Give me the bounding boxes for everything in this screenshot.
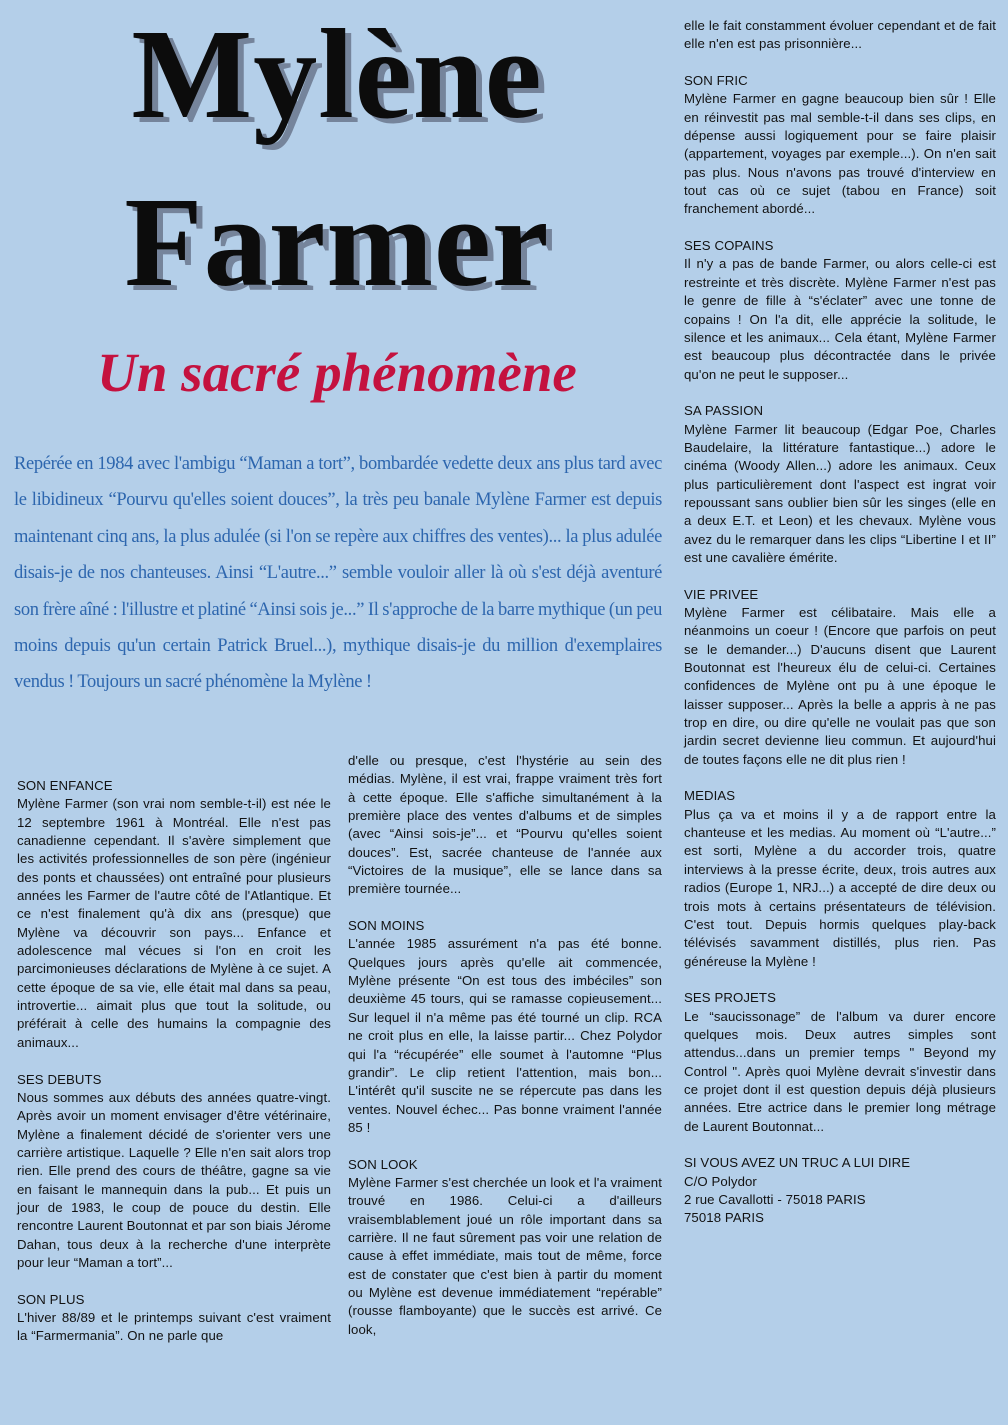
section-text: Mylène Farmer (son vrai nom semble-t-il) est née le 12 septembre 1961 à Montréal. Elle n'est pas canadienne cependant. Il s'avère simplement que les activités professionnelles de son père (ingénieur des ponts et chaussées) ont entraîné pour plusieurs années les Farmer de l'autre côté de l'Atlantique. Et ce n'est finalement qu'à dix ans (presque) que Mylène va découvrir son pays... Enfance et adolescence mal vécues si l'on en croit les parcimonieuses déclarations de Mylène à ce sujet. A cette époque de sa vie, elle était mal dans sa peau, introvertie... aimait plus que tout la solitude, ou préférait à celle des humains la compagnie des animaux... bbox=[17, 796, 331, 1050]
section-text: Plus ça va et moins il y a de rapport entre la chanteuse et les medias. Au moment où “L'autre...” est sorti, Mylène a du accorder trois, quatre interviews à la presse écrite, deux, trois autres aux radios (Europe 1, NRJ...) a accepté de dire deux ou trois mots à certains présentateurs de télévision. C'est tout. Depuis hormis quelques play-back télévisés savamment distillés, plus rien. Pas généreuse la Mylène ! bbox=[684, 806, 996, 969]
section-heading: SI VOUS AVEZ UN TRUC A LUI DIRE bbox=[684, 1155, 911, 1171]
section-heading: SES PROJETS bbox=[684, 990, 776, 1006]
title-line-1: Mylène bbox=[131, 3, 543, 145]
section-text: Nous sommes aux débuts des années quatre-vingt. Après avoir un moment envisager d'être vétérinaire, Mylène a finalement décidé de s'orienter vers une carrière artistique. Laquelle ? Elle n'en sait alors trop rien. Elle prend des cours de théâtre, gagne sa vie en faisant le mannequin dans la pub... Et puis un jour de 1983, le coup de pouce du destin. Elle rencontre Laurent Boutonnat et par son biais Jérome Dahan, tous deux à la recherche d'une interprète pour leur “Maman a tort”... bbox=[17, 1089, 331, 1270]
section-heading: VIE PRIVEE bbox=[684, 586, 759, 602]
address-line: 75018 PARIS bbox=[684, 1210, 765, 1226]
section-heading: SA PASSION bbox=[684, 403, 764, 419]
section-text: L'année 1985 assurément n'a pas été bonne. Quelques jours après qu'elle ait commencée, Mylène présente “On est tous des imbéciles” son deuxième 45 tours, qui se ramasse copieusement... Sur lequel il n'a même pas été tourné un clip. RCA ne croit plus en elle, la laisse partir... Chez Polydor qui l'a “récupérée” elle soumet à l'automne “Plus grandir”. Le clip retient l'attention, mais bon... L'intérêt qu'il suscite ne se répercute pas dans les ventes. Nouvel échec... Pas bonne vraiment l'année 85 ! bbox=[348, 936, 662, 1135]
section-text: Mylène Farmer s'est cherchée un look et l'a vraiment trouvé en 1986. Celui-ci a d'ailleurs vraisemblablement joué un rôle important dans sa carrière. Il ne faut sûrement pas voir une relation de cause à effet immédiate, mais tout de même, force est de constater que c'est bien à partir du moment ou Mylène est devenue immédiatement “repérable” (rousse flamboyante) que le succès est arrivé. Ce look, bbox=[348, 1174, 662, 1337]
section-text: Mylène Farmer lit beaucoup (Edgar Poe, Charles Baudelaire, la littérature fantastique...) adore le cinéma (Woody Allen...) adore les animaux. Ceux plus particulièrement dont l'aspect est ingrat voir repoussant sans oublier bien sûr les singes (elle en a deux E.T. et Leon) et les chevaux. Mylène vous avez du le remarquer dans les clips “Libertine I et II” est une cavalière émérite. bbox=[684, 421, 996, 565]
section-heading: MEDIAS bbox=[684, 788, 736, 804]
section-ses-copains bbox=[684, 237, 996, 384]
section-vie-privee bbox=[684, 586, 996, 769]
intro-paragraph: Repérée en 1984 avec l'ambigu “Maman a tort”, bombardée vedette deux ans plus tard avec le libidineux “Pourvu qu'elles soient douces”, la très peu banale Mylène Farmer est depuis maintenant cinq ans, la plus adulée (si l'on se repère aux chiffres des ventes)... la plus adulée disais-je de nos chanteuses. Ainsi “L'autre...” semble vouloir aller là où s'est déjà aventuré son frère aîné : l'illustre et platiné “Ainsi sois je...” Il s'approche de la barre mythique (un peu moins depuis qu'un certain Patrick Bruel...), mythique disais-je du million d'exemplaires vendus ! Toujours un sacré phénomène la Mylène ! bbox=[14, 454, 662, 693]
section-heading: SES COPAINS bbox=[684, 238, 774, 254]
section-medias bbox=[684, 787, 996, 970]
section-son-plus-continued bbox=[348, 752, 662, 899]
section-text: d'elle ou presque, c'est l'hystérie au sein des médias. Mylène, il est vrai, frappe vraiment très fort à cette époque. Elle s'affiche simultanément à la première place des ventes d'albums et de simples (avec “Ainsi sois-je”... et “Pourvu qu'elles soient douces”. Est, sacrée chanteuse de l'année aux “Victoires de la musique”, elle se lance dans sa première tournée... bbox=[348, 753, 662, 897]
section-son-enfance bbox=[17, 777, 331, 1052]
address-line: C/O Polydor bbox=[684, 1173, 757, 1189]
section-sa-passion bbox=[684, 402, 996, 567]
section-text: Mylène Farmer en gagne beaucoup bien sûr ! Elle en réinvestit pas mal semble-t-il dans ses clips, en dépense aussi logiquement pour se faire plaisir (appartement, voyages par exemple...). On n'en sait pas plus. Nous n'avons pas trouvé d'interview en tout cas où ce sujet (tabou en France) soit franchement abordé... bbox=[684, 91, 996, 217]
section-text: Il n'y a pas de bande Farmer, ou alors celle-ci est restreinte et très discrète. Mylène Farmer n'est pas le genre de fille à “s'éclater” avec une tonne de copains ! On l'a dit, elle apprécie la solitude, le silence et les animaux... Cela étant, Mylène Farmer est beaucoup plus décontractée dans le privée qu'on ne peut le supposer... bbox=[684, 256, 996, 382]
section-son-fric bbox=[684, 72, 996, 219]
title-line-2: Farmer bbox=[124, 171, 550, 313]
section-son-look bbox=[348, 1156, 662, 1339]
section-heading: SON FRIC bbox=[684, 73, 748, 89]
column-2 bbox=[348, 752, 662, 1339]
section-son-look-continued bbox=[684, 17, 996, 54]
section-heading: SON PLUS bbox=[17, 1291, 85, 1307]
column-3 bbox=[684, 17, 996, 1228]
section-heading: SON LOOK bbox=[348, 1156, 418, 1172]
section-son-plus bbox=[17, 1291, 331, 1346]
section-heading: SON MOINS bbox=[348, 918, 425, 934]
section-ses-debuts bbox=[17, 1071, 331, 1273]
section-text: L'hiver 88/89 et le printemps suivant c'est vraiment la “Farmermania”. On ne parle que bbox=[17, 1309, 331, 1344]
section-text: Le “saucissonage” de l'album va durer encore quelques mois. Deux autres simples sont attendus...dans un premier temps " Beyond my Control ". Après quoi Mylène devrait s'investir dans ce projet dont il est question depuis déjà plusieurs années. Etre actrice dans le premier long métrage de Laurent Boutonnat... bbox=[684, 1008, 996, 1134]
section-contact-address bbox=[684, 1154, 996, 1227]
section-text: elle le fait constamment évoluer cependant et de fait elle n'en est pas prisonnière... bbox=[684, 18, 996, 52]
section-heading: SES DEBUTS bbox=[17, 1071, 102, 1087]
subtitle: Un sacré phénomène bbox=[97, 342, 577, 403]
section-text: Mylène Farmer est célibataire. Mais elle a néanmoins un coeur ! (Encore que parfois on peut se le demander...) D'aucuns disent que Laurent Boutonnat est l'heureux élu de celui-ci. Certaines confidences de Mylène ont pu à une époque le laisser supposer... Après la belle a appris à ne pas trop en dire, ou dire qu'elle ne voulait pas que son jardin secret devienne lieu commun. Et aujourd'hui de toutes façons elle ne dit plus rien ! bbox=[684, 605, 996, 767]
column-1 bbox=[17, 777, 331, 1346]
address-line: 2 rue Cavallotti - 75018 PARIS bbox=[684, 1192, 866, 1207]
section-heading: SON ENFANCE bbox=[17, 778, 113, 793]
section-son-moins bbox=[348, 917, 662, 1137]
section-ses-projets bbox=[684, 989, 996, 1136]
